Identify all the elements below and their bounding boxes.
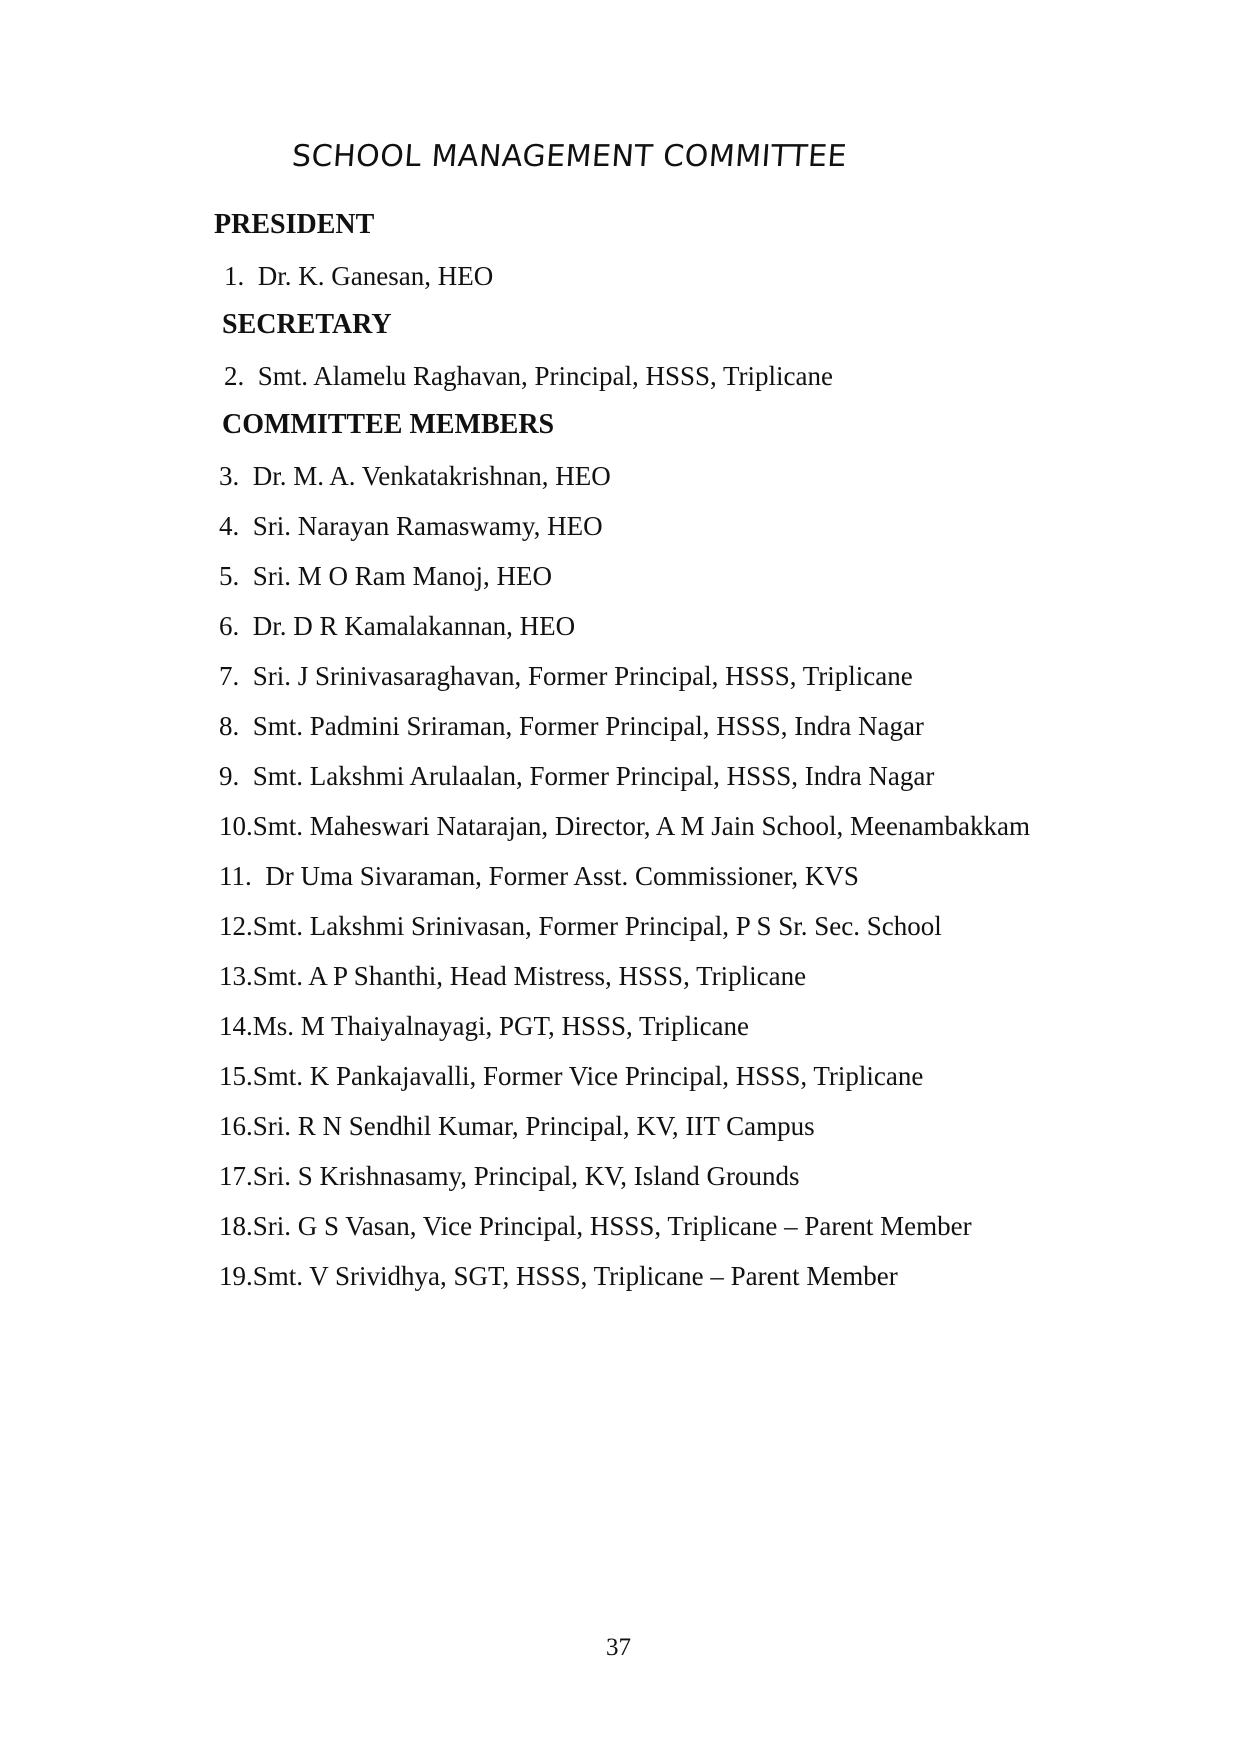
- item-number: 5.: [219, 561, 240, 591]
- item-number: 7.: [219, 661, 240, 691]
- list-item: [219, 811, 1030, 842]
- item-number: 8.: [219, 711, 240, 741]
- list-item: [219, 711, 924, 742]
- list-item: [219, 1061, 923, 1092]
- page-number: 37: [606, 1634, 631, 1661]
- list-item: [219, 911, 942, 942]
- item-number: 18.: [219, 1211, 253, 1241]
- item-text: Sri. M O Ram Manoj, HEO: [252, 561, 552, 591]
- item-number: 17.: [219, 1161, 253, 1191]
- item-number: 15.: [219, 1061, 253, 1091]
- item-text: Sri. R N Sendhil Kumar, Principal, KV, IIT Campus: [252, 1111, 815, 1141]
- item-text: Sri. S Krishnasamy, Principal, KV, Island Grounds: [252, 1161, 800, 1191]
- item-number: 9.: [219, 761, 240, 791]
- item-text: Smt. K Pankajavalli, Former Vice Principal, HSSS, Triplicane: [252, 1061, 924, 1091]
- list-item: [219, 611, 575, 642]
- item-text: Smt. Lakshmi Srinivasan, Former Principal, P S Sr. Sec. School: [252, 911, 942, 941]
- heading-secretary: SECRETARY: [222, 309, 392, 340]
- item-text: Ms. M Thaiyalnayagi, PGT, HSSS, Triplicane: [252, 1011, 750, 1041]
- item-number: 4.: [219, 511, 240, 541]
- item-text: Sri. Narayan Ramaswamy, HEO: [252, 511, 603, 541]
- list-item: [219, 1211, 972, 1242]
- item-number: 6.: [219, 611, 240, 641]
- list-item: [219, 961, 806, 992]
- item-text: Dr Uma Sivaraman, Former Asst. Commissioner, KVS: [265, 861, 859, 891]
- list-item: [224, 261, 493, 292]
- item-number: 11.: [219, 861, 252, 891]
- list-item: [219, 1011, 749, 1042]
- list-item: [219, 461, 611, 492]
- item-text: Sri. J Srinivasaraghavan, Former Principal, HSSS, Triplicane: [252, 661, 913, 691]
- list-item: [219, 761, 934, 792]
- item-text: Smt. V Srividhya, SGT, HSSS, Triplicane – Parent Member: [252, 1261, 898, 1291]
- list-item: [219, 511, 603, 542]
- item-text: Dr. K. Ganesan, HEO: [257, 261, 494, 291]
- item-text: Smt. A P Shanthi, Head Mistress, HSSS, Triplicane: [252, 961, 807, 991]
- item-number: 1.: [224, 261, 245, 291]
- list-item: [219, 861, 859, 892]
- item-text: Smt. Lakshmi Arulaalan, Former Principal, HSSS, Indra Nagar: [252, 761, 935, 791]
- item-number: 2.: [224, 361, 245, 391]
- list-item: [219, 1161, 799, 1192]
- item-number: 10.: [219, 811, 253, 841]
- item-number: 19.: [219, 1261, 253, 1291]
- item-number: 13.: [219, 961, 253, 991]
- list-item: [219, 1111, 815, 1142]
- list-item: [224, 361, 833, 392]
- heading-president: PRESIDENT: [214, 209, 375, 240]
- item-text: Dr. D R Kamalakannan, HEO: [252, 611, 576, 641]
- item-number: 14.: [219, 1011, 253, 1041]
- list-item: [219, 661, 913, 692]
- item-number: 12.: [219, 911, 253, 941]
- list-item: [219, 561, 552, 592]
- item-text: Smt. Alamelu Raghavan, Principal, HSSS, Triplicane: [257, 361, 833, 391]
- list-item: [219, 1261, 898, 1292]
- item-text: Dr. M. A. Venkatakrishnan, HEO: [252, 461, 611, 491]
- item-text: Smt. Maheswari Natarajan, Director, A M Jain School, Meenambakkam: [252, 811, 1030, 841]
- item-text: Sri. G S Vasan, Vice Principal, HSSS, Triplicane – Parent Member: [252, 1211, 972, 1241]
- item-number: 3.: [219, 461, 240, 491]
- item-text: Smt. Padmini Sriraman, Former Principal, HSSS, Indra Nagar: [252, 711, 924, 741]
- item-number: 16.: [219, 1111, 253, 1141]
- heading-committee-members: COMMITTEE MEMBERS: [222, 409, 555, 440]
- page-title: SCHOOL MANAGEMENT COMMITTEE: [290, 139, 849, 174]
